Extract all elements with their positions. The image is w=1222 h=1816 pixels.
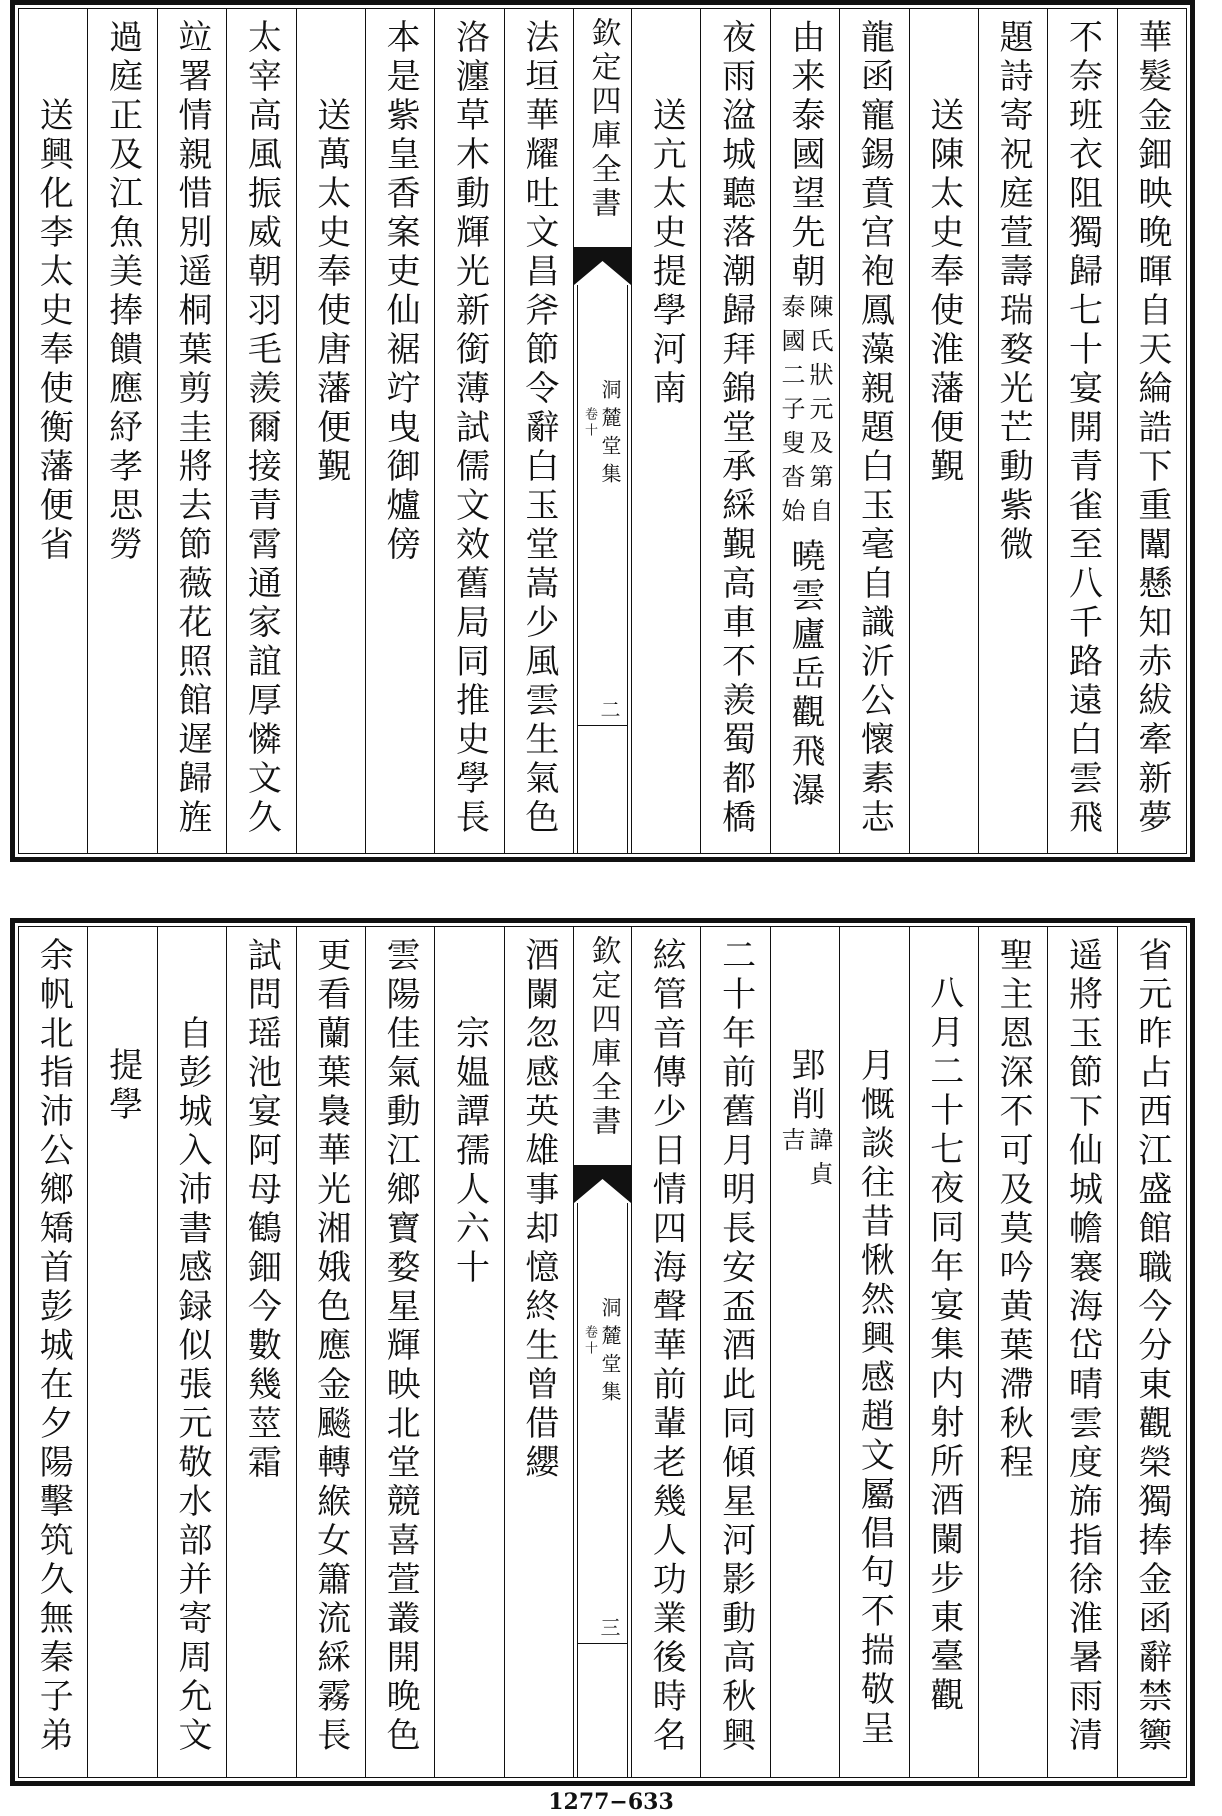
banxin-book-title: 洞麓堂集 <box>598 1297 622 1409</box>
text-column <box>978 9 1047 853</box>
book-page-lower <box>10 918 1195 1786</box>
text-column <box>19 927 87 1777</box>
verse-line: 雲陽佳氣動江鄉寶婺星輝映北堂競喜萱叢開晚色 <box>380 937 421 1756</box>
text-column <box>504 927 573 1777</box>
banxin-volume: 卷十 <box>582 1325 597 1357</box>
verse-line: 不奈班衣阻獨歸七十宴開青雀至八千路遠白雲飛 <box>1062 19 1103 838</box>
banxin-band <box>577 1203 628 1777</box>
verse-text: 曉雲廬岳觀飛瀑 <box>784 538 825 811</box>
banxin-rule <box>577 1643 628 1644</box>
interlinear-note <box>777 1127 833 1195</box>
verse-line: 絃管音傳少日情四海聲華前輩老幾人功業後時名 <box>646 937 687 1756</box>
text-column <box>434 927 503 1777</box>
poem-title: 提學 <box>102 1047 143 1125</box>
verse-line: 過庭正及江魚美捧饋應紓孝思勞 <box>102 19 143 565</box>
text-column <box>87 927 156 1777</box>
text-column <box>700 9 769 853</box>
note-line: 諱貞 <box>804 1127 833 1195</box>
verse-line <box>777 19 833 811</box>
text-column <box>157 9 226 853</box>
text-column <box>157 927 226 1777</box>
poem-title: 送萬太史奉使唐藩便覲 <box>310 97 351 487</box>
text-column <box>839 9 908 853</box>
verse-line: 竝署情親惜別遥桐葉剪圭將去節薇花照館遅歸旌 <box>171 19 212 838</box>
text-frame <box>18 8 1187 854</box>
verse-line: 遥將玉節下仙城幨褰海岱晴雲度旆指徐淮暑雨清 <box>1062 937 1103 1756</box>
poem-title <box>777 1047 833 1201</box>
text-column <box>909 927 978 1777</box>
verse-line: 本是紫皇香案吏仙裾竚曳御爐傍 <box>380 19 421 565</box>
poem-title: 送興化李太史奉使衡藩便省 <box>33 97 74 565</box>
fold-center-column <box>573 9 631 853</box>
text-column <box>631 927 700 1777</box>
fish-tail-mark <box>574 1165 631 1203</box>
text-column <box>1047 9 1116 853</box>
verse-line: 省元昨占西江盛館職今分東觀榮獨捧金函辭禁籞 <box>1131 937 1172 1756</box>
banxin-band <box>577 285 628 853</box>
text-column <box>226 927 295 1777</box>
text-column <box>226 9 295 853</box>
verse-line: 法垣華耀吐文昌斧節令辭白玉堂嵩少風雲生氣色 <box>518 19 559 838</box>
text-column <box>87 9 156 853</box>
text-column <box>909 9 978 853</box>
interlinear-note <box>777 294 833 532</box>
title-text: 郢削 <box>784 1047 825 1125</box>
verse-line: 二十年前舊月明長安盃酒此同傾星河影動高秋興 <box>715 937 756 1756</box>
banxin-rule <box>577 725 628 726</box>
poem-title: 送亢太史提學河南 <box>646 97 687 409</box>
poem-title: 送陳太史奉使淮藩便覲 <box>923 97 964 487</box>
verse-line: 酒闌忽感英雄事却憶終生曾借纓 <box>518 937 559 1483</box>
text-column <box>504 9 573 853</box>
text-column <box>19 9 87 853</box>
annotated-column <box>770 927 839 1777</box>
text-frame <box>18 926 1187 1778</box>
text-column <box>365 9 434 853</box>
text-column <box>1047 927 1116 1777</box>
fold-center-column <box>573 927 631 1777</box>
verse-line: 龍函寵錫賁宫袍鳳藻親題白玉毫自識沂公懷素志 <box>854 19 895 838</box>
annotated-column <box>770 9 839 853</box>
verse-line: 更看蘭葉裊華光湘娥色應金飈轉緱女簫流綵霧長 <box>310 937 351 1756</box>
poem-title: 宗媪譚孺人六十 <box>449 1015 490 1288</box>
note-line: 陳氏狀元及第自 <box>804 294 833 532</box>
text-column <box>631 9 700 853</box>
verse-line: 夜雨湓城聽落潮歸拜錦堂承綵覲高車不羨蜀都橋 <box>715 19 756 838</box>
poem-title: 八月二十七夜同年宴集内射所酒闌步東臺觀 <box>923 975 964 1716</box>
text-column <box>839 927 908 1777</box>
verse-line: 聖主恩深不可及莫吟黄葉滯秋程 <box>993 937 1034 1483</box>
verse-line: 試問瑶池宴阿母鶴鈿今數幾莖霜 <box>241 937 282 1483</box>
page-reference: 1277−633 <box>548 1789 674 1815</box>
fish-tail-mark <box>574 247 631 285</box>
banxin-page-number: 三 <box>597 1617 621 1637</box>
text-column <box>434 9 503 853</box>
text-column <box>1117 927 1186 1777</box>
verse-line: 洛瀍草木動輝光新銜薄試儒文效舊局同推史學長 <box>449 19 490 838</box>
banxin-book-title: 洞麓堂集 <box>598 379 622 491</box>
verse-line: 華髮金鈿映晚暉自天綸誥下重闈懸知赤紱牽新夢 <box>1131 19 1172 838</box>
note-line: 吉 <box>776 1127 805 1161</box>
banxin-series-title: 欽定四庫全書 <box>585 17 621 221</box>
text-column <box>700 927 769 1777</box>
text-column <box>296 927 365 1777</box>
banxin-series-title: 欽定四庫全書 <box>585 935 621 1139</box>
banxin-volume: 卷十 <box>582 407 597 439</box>
book-page-upper <box>10 0 1195 862</box>
verse-text: 由来泰國望先朝 <box>784 19 825 292</box>
banxin-page-number: 二 <box>597 699 621 719</box>
verse-line: 題詩寄祝庭萱壽瑞婺光芒動紫微 <box>993 19 1034 565</box>
poem-title: 自彭城入沛書感録似張元敬水部并寄周允文 <box>171 1015 212 1756</box>
text-column <box>978 927 1047 1777</box>
text-column <box>296 9 365 853</box>
note-line: 泰國二子叟沓始 <box>776 294 805 532</box>
verse-line: 余帆北指沛公鄉矯首彭城在夕陽擊筑久無秦子弟 <box>33 937 74 1756</box>
text-column <box>365 927 434 1777</box>
poem-title: 月慨談往昔愀然興感趙文屬倡句不揣敬呈 <box>854 1047 895 1749</box>
text-column <box>1117 9 1186 853</box>
verse-line: 太宰高風振威朝羽毛羨爾接青霄通家誼厚憐文久 <box>241 19 282 838</box>
